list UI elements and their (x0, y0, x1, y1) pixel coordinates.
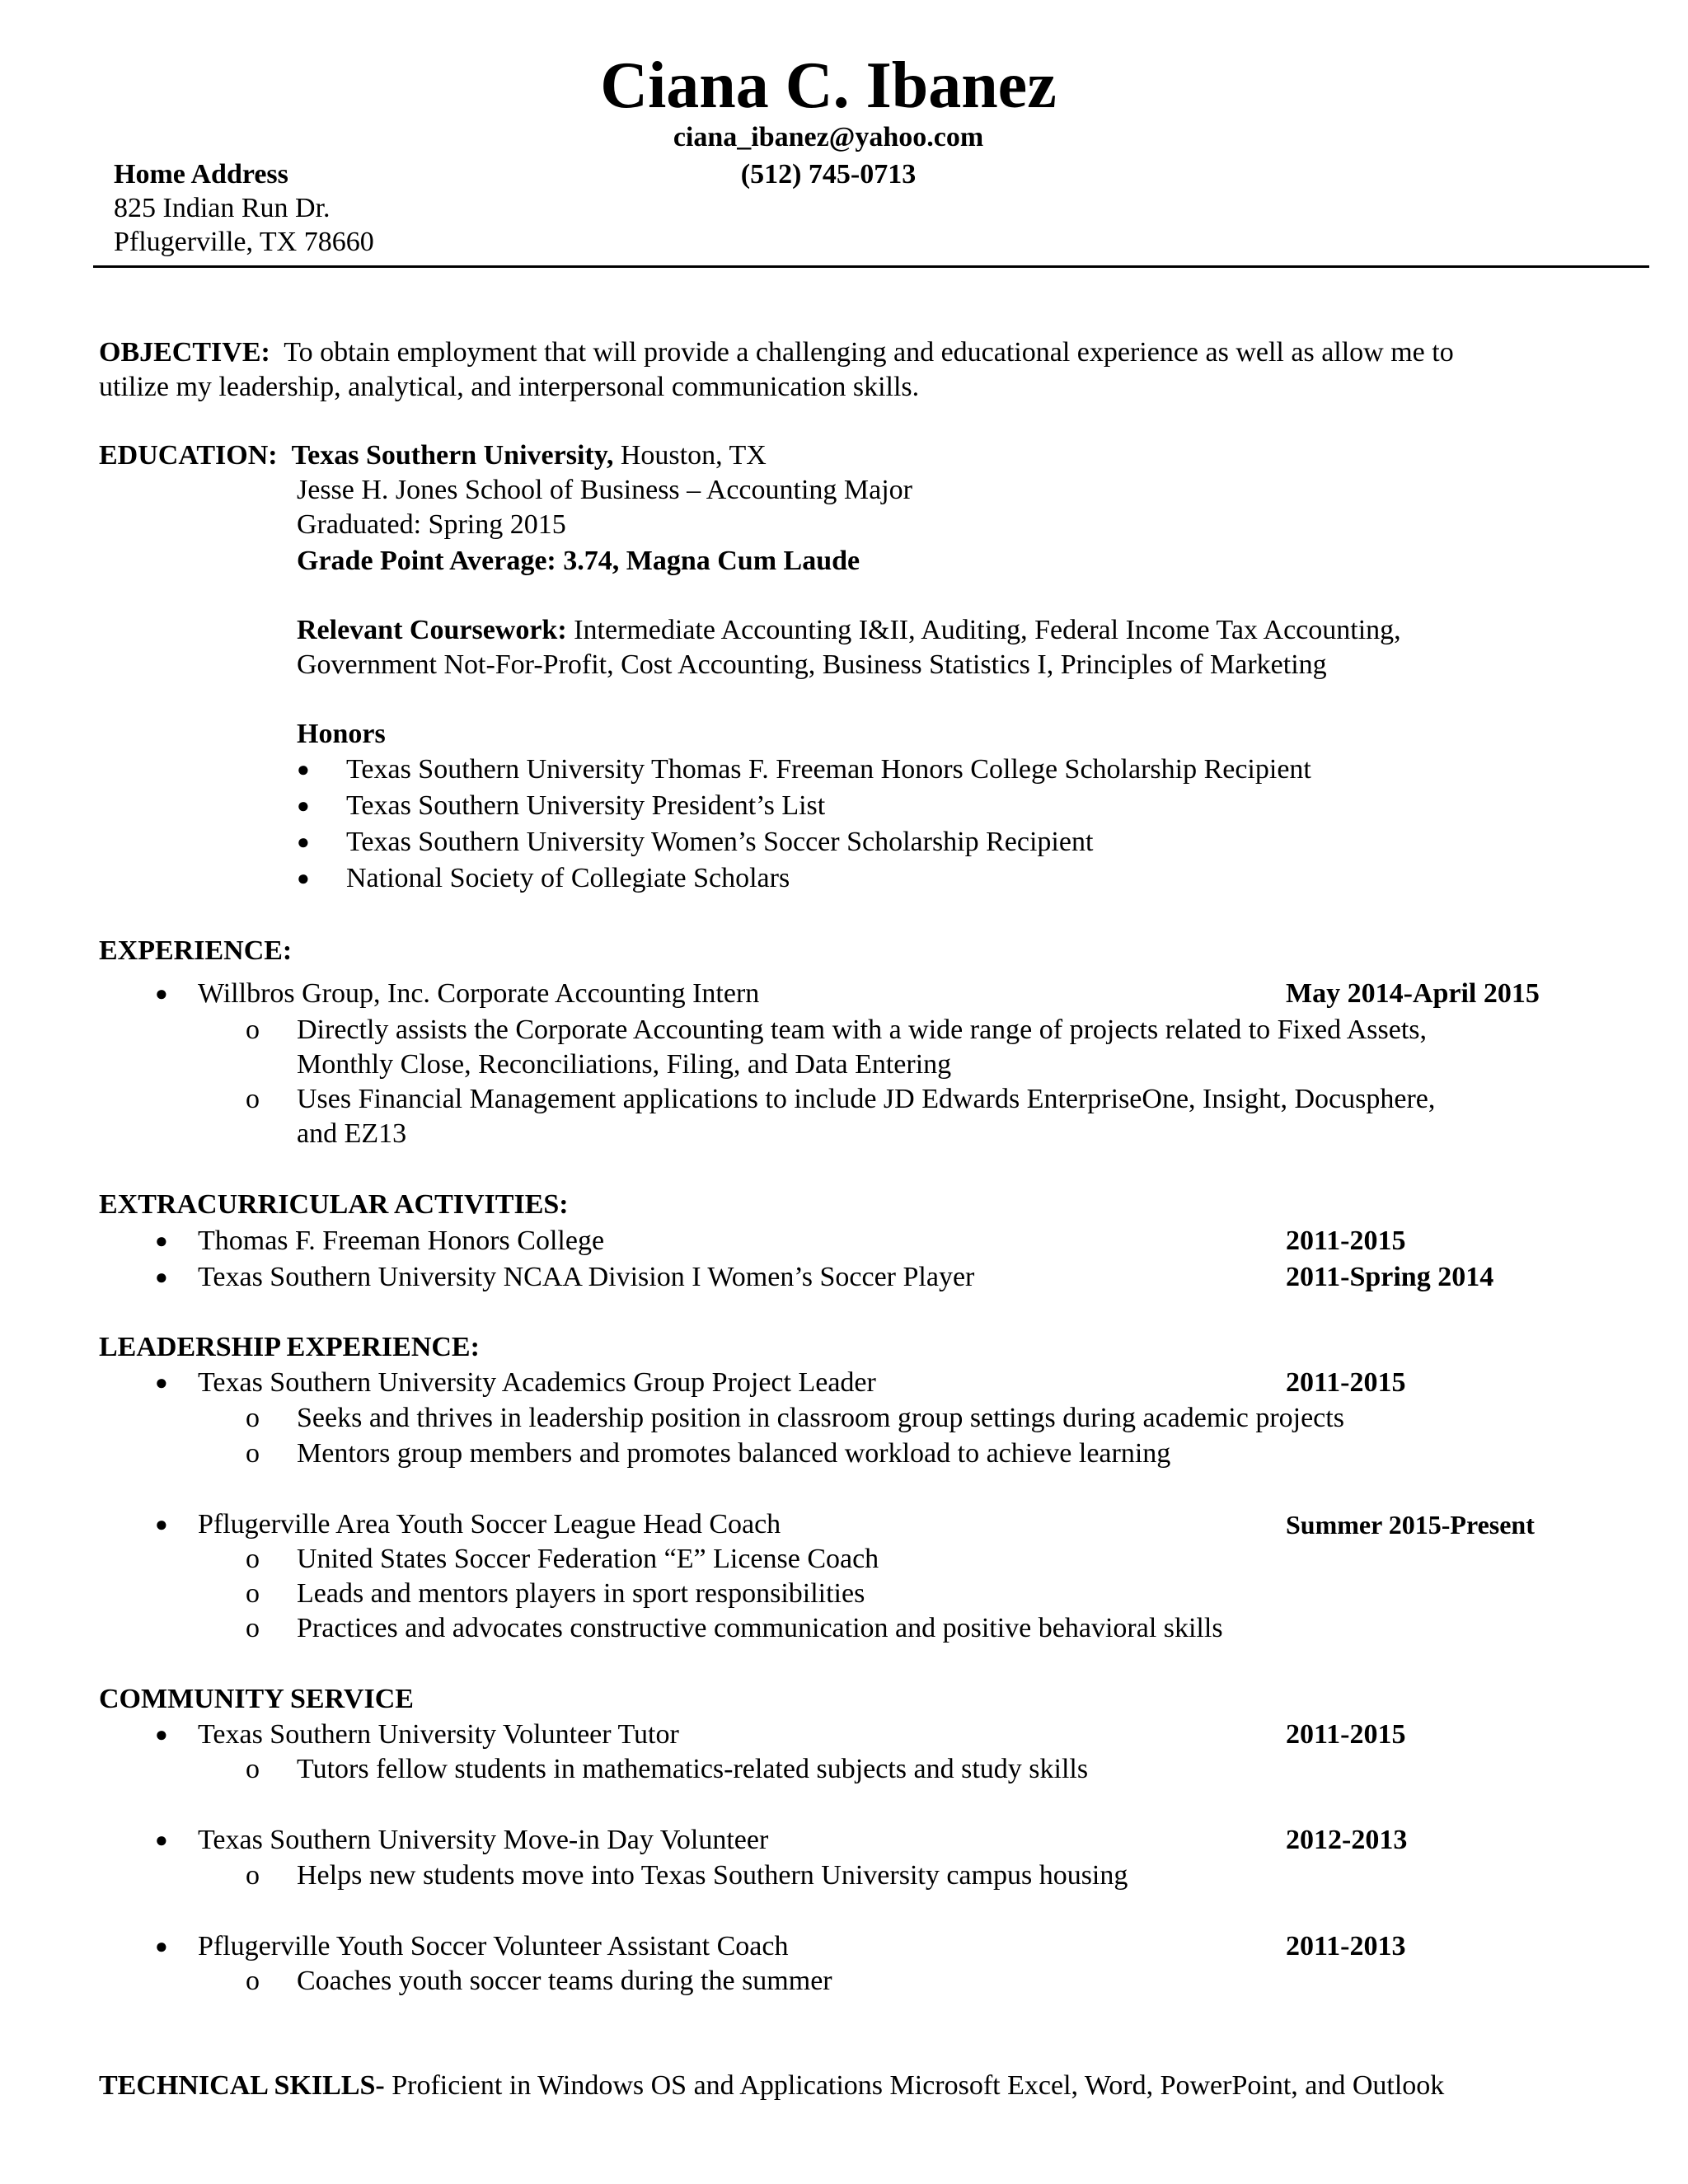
community-item-3-date: 2011-2013 (1286, 1931, 1406, 1961)
phone: (512) 745-0713 (740, 159, 917, 190)
experience-title: Willbros Group, Inc. Corporate Accounting Intern (198, 978, 760, 1009)
leadership-item-2-detail: United States Soccer Federation “E” License Coach (297, 1544, 879, 1574)
activity-date: 2011-2015 (1286, 1226, 1406, 1256)
candidate-name: Ciana C. Ibanez (600, 49, 1057, 122)
circle-bullet-icon: o (246, 1438, 260, 1469)
experience-detail-2b: and EZ13 (297, 1118, 407, 1149)
address-line-1: 825 Indian Run Dr. (114, 193, 331, 223)
bullet-icon: ● (297, 794, 310, 818)
honor-text: National Society of Collegiate Scholars (346, 863, 790, 893)
coursework-text-1: Intermediate Accounting I&II, Auditing, Federal Income Tax Accounting, (566, 615, 1401, 645)
bullet-icon: ● (155, 1265, 168, 1289)
community-item-2: Texas Southern University Move-in Day Volunteer (198, 1825, 769, 1855)
bullet-icon: ● (155, 1512, 168, 1536)
experience-detail-2a: Uses Financial Management applications to include JD Edwards EnterpriseOne, Insight, Docusphere, (297, 1084, 1436, 1114)
leadership-item-1-date: 2011-2015 (1286, 1367, 1406, 1398)
leadership-label: LEADERSHIP EXPERIENCE: (99, 1332, 480, 1362)
activity-text: Texas Southern University NCAA Division I Women’s Soccer Player (198, 1262, 975, 1292)
coursework-line-1 (297, 613, 1401, 648)
experience-detail-1b: Monthly Close, Reconciliations, Filing, and Data Entering (297, 1049, 952, 1080)
honor-text: Texas Southern University Thomas F. Freeman Honors College Scholarship Recipient (346, 754, 1311, 785)
school-department: Jesse H. Jones School of Business – Accounting Major (297, 475, 913, 505)
gpa: Grade Point Average: 3.74, Magna Cum Laude (297, 546, 860, 576)
leadership-item-2-date: Summer 2015-Present (1286, 1510, 1535, 1540)
circle-bullet-icon: o (246, 1403, 260, 1433)
community-item-2-detail: Helps new students move into Texas Southern University campus housing (297, 1860, 1128, 1891)
experience-date: May 2014-April 2015 (1286, 978, 1540, 1009)
objective-text-1: To obtain employment that will provide a challenging and educational experience as well as allow me to (284, 337, 1454, 368)
community-item-3-detail: Coaches youth soccer teams during the summer (297, 1966, 832, 1996)
bullet-icon: ● (297, 866, 310, 890)
objective-line-1 (99, 335, 1454, 370)
activity-text: Thomas F. Freeman Honors College (198, 1226, 605, 1256)
community-item-1-detail: Tutors fellow students in mathematics-related subjects and study skills (297, 1754, 1089, 1784)
coursework-line-2: Government Not-For-Profit, Cost Accounting, Business Statistics I, Principles of Marketing (297, 649, 1327, 680)
experience-label: EXPERIENCE: (99, 935, 293, 966)
coursework-label: Relevant Coursework: (297, 615, 567, 645)
community-item-2-date: 2012-2013 (1286, 1825, 1408, 1855)
leadership-item-1-detail: Seeks and thrives in leadership position in classroom group settings during academic projects (297, 1403, 1344, 1433)
community-label: COMMUNITY SERVICE (99, 1684, 414, 1714)
header-divider (93, 265, 1649, 268)
activity-date: 2011-Spring 2014 (1286, 1262, 1494, 1292)
skills-label: TECHNICAL SKILLS- (99, 2070, 385, 2101)
circle-bullet-icon: o (246, 1754, 260, 1784)
objective-line-2: utilize my leadership, analytical, and interpersonal communication skills. (99, 372, 920, 402)
bullet-icon: ● (155, 1828, 168, 1852)
objective-label: OBJECTIVE: (99, 337, 270, 368)
address-label: Home Address (114, 159, 288, 190)
bullet-icon: ● (155, 1934, 168, 1958)
education-line-1 (99, 438, 767, 473)
leadership-item-1-detail: Mentors group members and promotes balanced workload to achieve learning (297, 1438, 1171, 1469)
bullet-icon: ● (155, 1371, 168, 1394)
skills-line (99, 2069, 1444, 2103)
community-item-1: Texas Southern University Volunteer Tutor (198, 1719, 679, 1750)
extracurricular-label: EXTRACURRICULAR ACTIVITIES: (99, 1189, 569, 1220)
circle-bullet-icon: o (246, 1015, 260, 1045)
community-item-3: Pflugerville Youth Soccer Volunteer Assistant Coach (198, 1931, 789, 1961)
leadership-item-2-detail: Practices and advocates constructive communication and positive behavioral skills (297, 1613, 1223, 1643)
circle-bullet-icon: o (246, 1860, 260, 1891)
circle-bullet-icon: o (246, 1613, 260, 1643)
graduation-date: Graduated: Spring 2015 (297, 509, 566, 540)
school-location: Houston, TX (613, 440, 767, 471)
bullet-icon: ● (297, 830, 310, 854)
bullet-icon: ● (155, 982, 168, 1005)
leadership-item-2: Pflugerville Area Youth Soccer League Head Coach (198, 1509, 781, 1540)
circle-bullet-icon: o (246, 1084, 260, 1114)
circle-bullet-icon: o (246, 1966, 260, 1996)
experience-detail-1a: Directly assists the Corporate Accounting team with a wide range of projects related to Fixed Assets, (297, 1015, 1427, 1045)
honor-text: Texas Southern University Women’s Soccer Scholarship Recipient (346, 827, 1094, 857)
circle-bullet-icon: o (246, 1578, 260, 1609)
community-item-1-date: 2011-2015 (1286, 1719, 1406, 1750)
leadership-item-1: Texas Southern University Academics Group Project Leader (198, 1367, 876, 1398)
leadership-item-2-detail: Leads and mentors players in sport responsibilities (297, 1578, 865, 1609)
school-name: Texas Southern University, (291, 440, 614, 471)
education-label: EDUCATION: (99, 440, 278, 471)
bullet-icon: ● (155, 1722, 168, 1746)
circle-bullet-icon: o (246, 1544, 260, 1574)
bullet-icon: ● (297, 757, 310, 781)
bullet-icon: ● (155, 1229, 168, 1253)
honors-label: Honors (297, 719, 386, 749)
address-line-2: Pflugerville, TX 78660 (114, 227, 374, 257)
honor-text: Texas Southern University President’s List (346, 790, 826, 821)
email: ciana_ibanez@yahoo.com (673, 122, 984, 152)
skills-text: Proficient in Windows OS and Applications Microsoft Excel, Word, PowerPoint, and Outlook (384, 2070, 1445, 2101)
